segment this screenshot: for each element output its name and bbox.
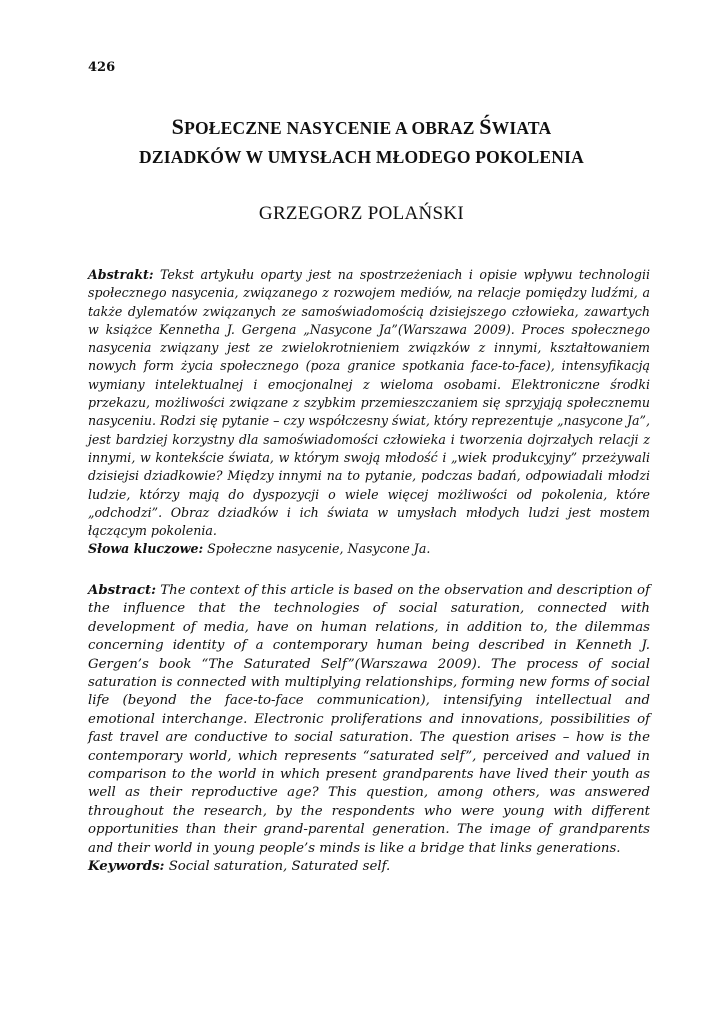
keywords-polish-text: Społeczne nasycenie, Nasycone Ja. <box>203 541 431 557</box>
author-name: GRZEGORZ POLAŃSKI <box>258 203 465 224</box>
abstract-polish-text: Tekst artykułu oparty jest na spostrzeżeniach i opisie wpływu technologii społecznego nasycenia, związanego z rozwojem mediów, na relacje pomiędzy ludźmi, a także dylematów związanych ze samoświadomością dzisiejszego człowieka, zawartych w książce Kennetha J. Gergena „Nasycone Ja”(Warszawa 2009). Proces społecznego nasycenia związany jest ze zwielokrotnieniem związków z innymi, kształtowaniem nowych form życia społecznego (poza granice spotkania face-to-face), intensyfikacją wymiany intelektualnej i emocjonalnej z wieloma osobami. Elektroniczne środki przekazu, możliwości związane z szybkim przemieszczaniem się sprzyjają społecznemu nasyceniu. Rodzi się pytanie – czy współczesny świat, który reprezentuje „nasycone Ja”, jest bardziej korzystny dla samoświadomości człowieka i tworzenia dojrzałych relacji z innymi, w kontekście świata, w którym swoją młodość i „wiek produkcyjny” przeżywali dzisiejsi dziadkowie? Między innymi na to pytanie, podczas badań, odpowiadali młodzi ludzie, którzy mają do dyspozycji o wiele więcej możliwości od pokolenia, które „odchodzi”. Obraz dziadków i ich świata w umysłach młodych ludzi jest mostem łączącym pokolenia. <box>88 267 650 539</box>
title-line-1-end: WIATA <box>491 118 552 138</box>
abstract-english-label: Abstract: <box>88 583 157 598</box>
keywords-english-text: Social saturation, Saturated self. <box>164 859 391 875</box>
title-line-1-text: POŁECZNE NASYCENIE A OBRAZ <box>184 118 480 138</box>
abstract-polish-label: Abstrakt: <box>88 267 154 282</box>
page-number: 426 <box>88 60 116 75</box>
abstract-polish <box>88 266 650 559</box>
abstract-english <box>88 582 650 877</box>
keywords-polish-label: Słowa kluczowe: <box>88 541 204 557</box>
keywords-english-label: Keywords: <box>88 859 165 875</box>
article-title <box>60 112 663 172</box>
title-initial-cap: S <box>171 114 185 139</box>
keywords-english <box>88 858 650 876</box>
abstract-polish-paragraph <box>88 266 650 540</box>
keywords-polish <box>88 540 650 558</box>
title-line-1 <box>60 112 663 143</box>
abstract-english-paragraph <box>88 582 650 858</box>
title-line-2: DZIADKÓW W UMYSŁACH MŁODEGO POKOLENIA <box>139 147 584 167</box>
abstract-english-text: The context of this article is based on the observation and description of the influence that the technologies of social saturation, connected with development of media, have on human relations, in addition to, the dilemmas concerning identity of a contemporary human being described in Kenneth J. Gergen’s book “The Saturated Self”(Warszawa 2009). The process of social saturation is connected with multiplying relationships, forming new forms of social life (beyond the face-to-face communication), intensifying intellectual and emotional interchange. Electronic proliferations and innovations, possibilities of fast travel are conductive to social saturation. The question arises – how is the contemporary world, which represents “saturated self”, perceived and valued in comparison to the world in which present grandparents have lived their youth as well as their reproductive age? This question, among others, was answered throughout the research, by the respondents who were young with different opportunities than their grand-parental generation. The image of grandparents and their world in young people’s minds is like a bridge that links generations. <box>88 583 650 856</box>
title-second-cap: Ś <box>479 114 492 139</box>
